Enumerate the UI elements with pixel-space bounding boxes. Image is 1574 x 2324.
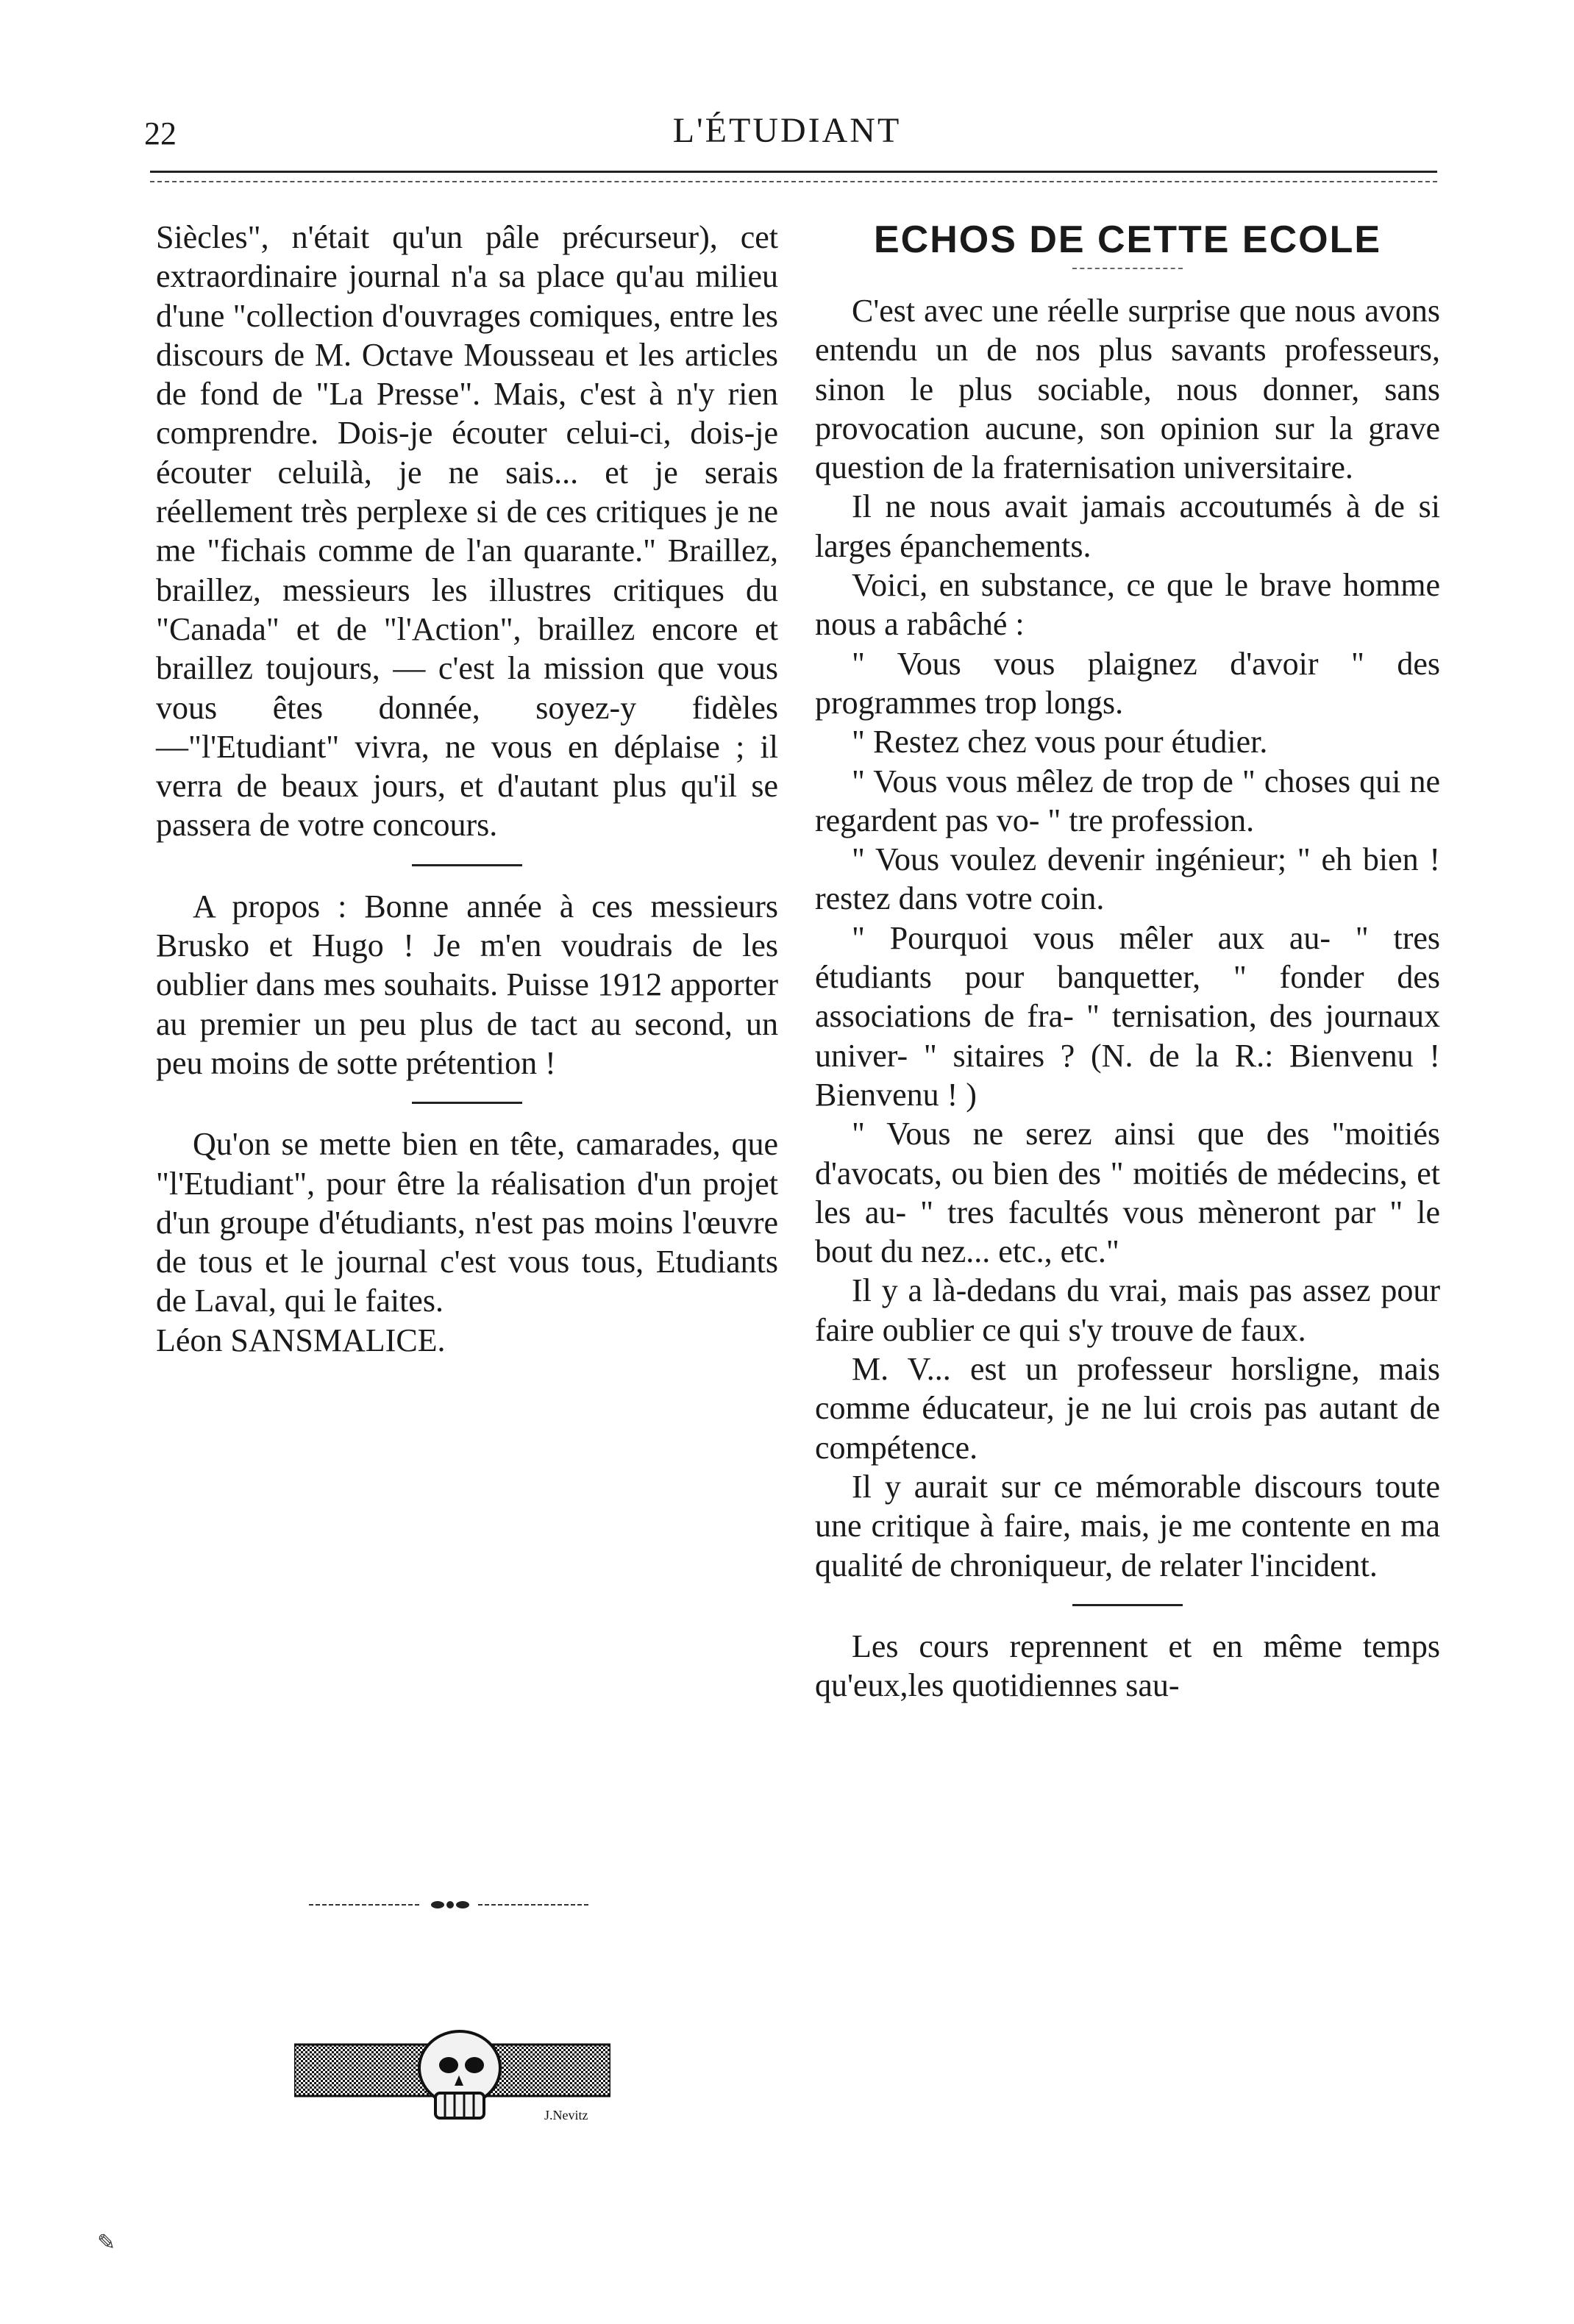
skull-illustration (294, 2022, 610, 2125)
quote-paragraph: " Vous vous plaignez d'avoir " des programmes trop longs. (815, 645, 1440, 721)
quote-paragraph: " Vous ne serez ainsi que des "moitiés d'avocats, ou bien des " moitiés de médecins, et les au- " tres facultés vous mèneront par " le bout du nez... etc., etc." (815, 1116, 1440, 1270)
page-number: 22 (144, 115, 177, 152)
article-paragraph: A propos : Bonne année à ces messieurs Brusko et Hugo ! Je m'en voudrais de les oublier dans mes souhaits. Puisse 1912 apporter au premier un peu plus de tact au second, un peu moins de sotte prétention ! (156, 888, 778, 1081)
section-divider (1072, 1604, 1183, 1606)
quote-paragraph: " Restez chez vous pour étudier. (852, 724, 1268, 760)
author-signature: Léon SANSMALICE. (156, 1322, 446, 1358)
article-paragraph: Les cours reprennent et en même temps qu'eux,les quotidiennes sau- (815, 1628, 1440, 1704)
illustrator-signature: J.Nevitz (544, 2108, 588, 2122)
header-rule (150, 171, 1437, 173)
section-divider (412, 1102, 522, 1104)
article-paragraph: Qu'on se mette bien en tête, camarades, que "l'Etudiant", pour être la réalisation d'un projet d'un groupe d'étudiants, n'est pas moins l'œuvre de tous et le journal c'est vous tous, Etudiants de Laval, qui le faites. (156, 1126, 778, 1319)
quote-paragraph: " Vous voulez devenir ingénieur; " eh bien ! restez dans votre coin. (815, 841, 1440, 917)
running-title: L'ÉTUDIANT (672, 111, 902, 150)
article-paragraph: Il y a là-dedans du vrai, mais pas assez pour faire oublier ce qui s'y trouve de faux. (815, 1272, 1440, 1348)
quote-paragraph: " Vous vous mêlez de trop de " choses qui ne regardent pas vo- " tre profession. (815, 763, 1440, 838)
article-paragraph: C'est avec une réelle surprise que nous avons entendu un de nos plus savants professeurs, sinon le plus sociable, nous donner, sans provocation aucune, son opinion sur la grave question de la fraternisation universitaire. (815, 293, 1440, 486)
article-paragraph: Il ne nous avait jamais accoutumés à de si larges épanchements. (815, 488, 1440, 564)
title-dash (1072, 268, 1183, 269)
article-paragraph: Siècles", n'était qu'un pâle précurseur), cet extraordinaire journal n'a sa place qu'au milieu d'une "collection d'ouvrages comiques, entre les discours de M. Octave Mousseau et les articles de fond de "La Presse". Mais, c'est à n'y rien comprendre. Dois-je écouter celui-ci, dois-je écouter celuilà, je ne sais... et je serais réellement très perplexe si de ces critiques je ne me "fichais comme de l'an quarante." Braillez, braillez, messieurs les illustres critiques du "Canada" et de "l'Action", braillez encore et braillez toujours, — c'est la mission que vous vous êtes donnée, soyez-y fidèles —"l'Etudiant" vivra, ne vous en déplaise ; il verra de beaux jours, et d'autant plus qu'il se passera de votre concours. (156, 219, 778, 844)
header-dashed-rule (150, 181, 1437, 182)
article-paragraph: Il y aurait sur ce mémorable discours toute une critique à faire, mais, je me contente en ma qualité de chroniqueur, de relater l'incident. (815, 1468, 1440, 1583)
right-column (815, 218, 1440, 1705)
left-column (156, 218, 778, 1360)
article-paragraph: Voici, en substance, ce que le brave homme nous a rabâché : (815, 567, 1440, 643)
section-title: ECHOS DE CETTE ECOLE (873, 218, 1382, 261)
ornamental-divider (309, 1897, 588, 1912)
printer-mark: ✎ (97, 2231, 116, 2255)
quote-paragraph: " Pourquoi vous mêler aux au- " tres étudiants pour banquetter, " fonder des associations de fra- " ternisation, des journaux univer- " sitaires ? (N. de la R.: Bienvenu ! Bienvenu ! ) (815, 919, 1440, 1113)
article-paragraph: M. V... est un professeur horsligne, mais comme éducateur, je ne lui crois pas autant de compétence. (815, 1351, 1440, 1466)
section-divider (412, 864, 522, 866)
